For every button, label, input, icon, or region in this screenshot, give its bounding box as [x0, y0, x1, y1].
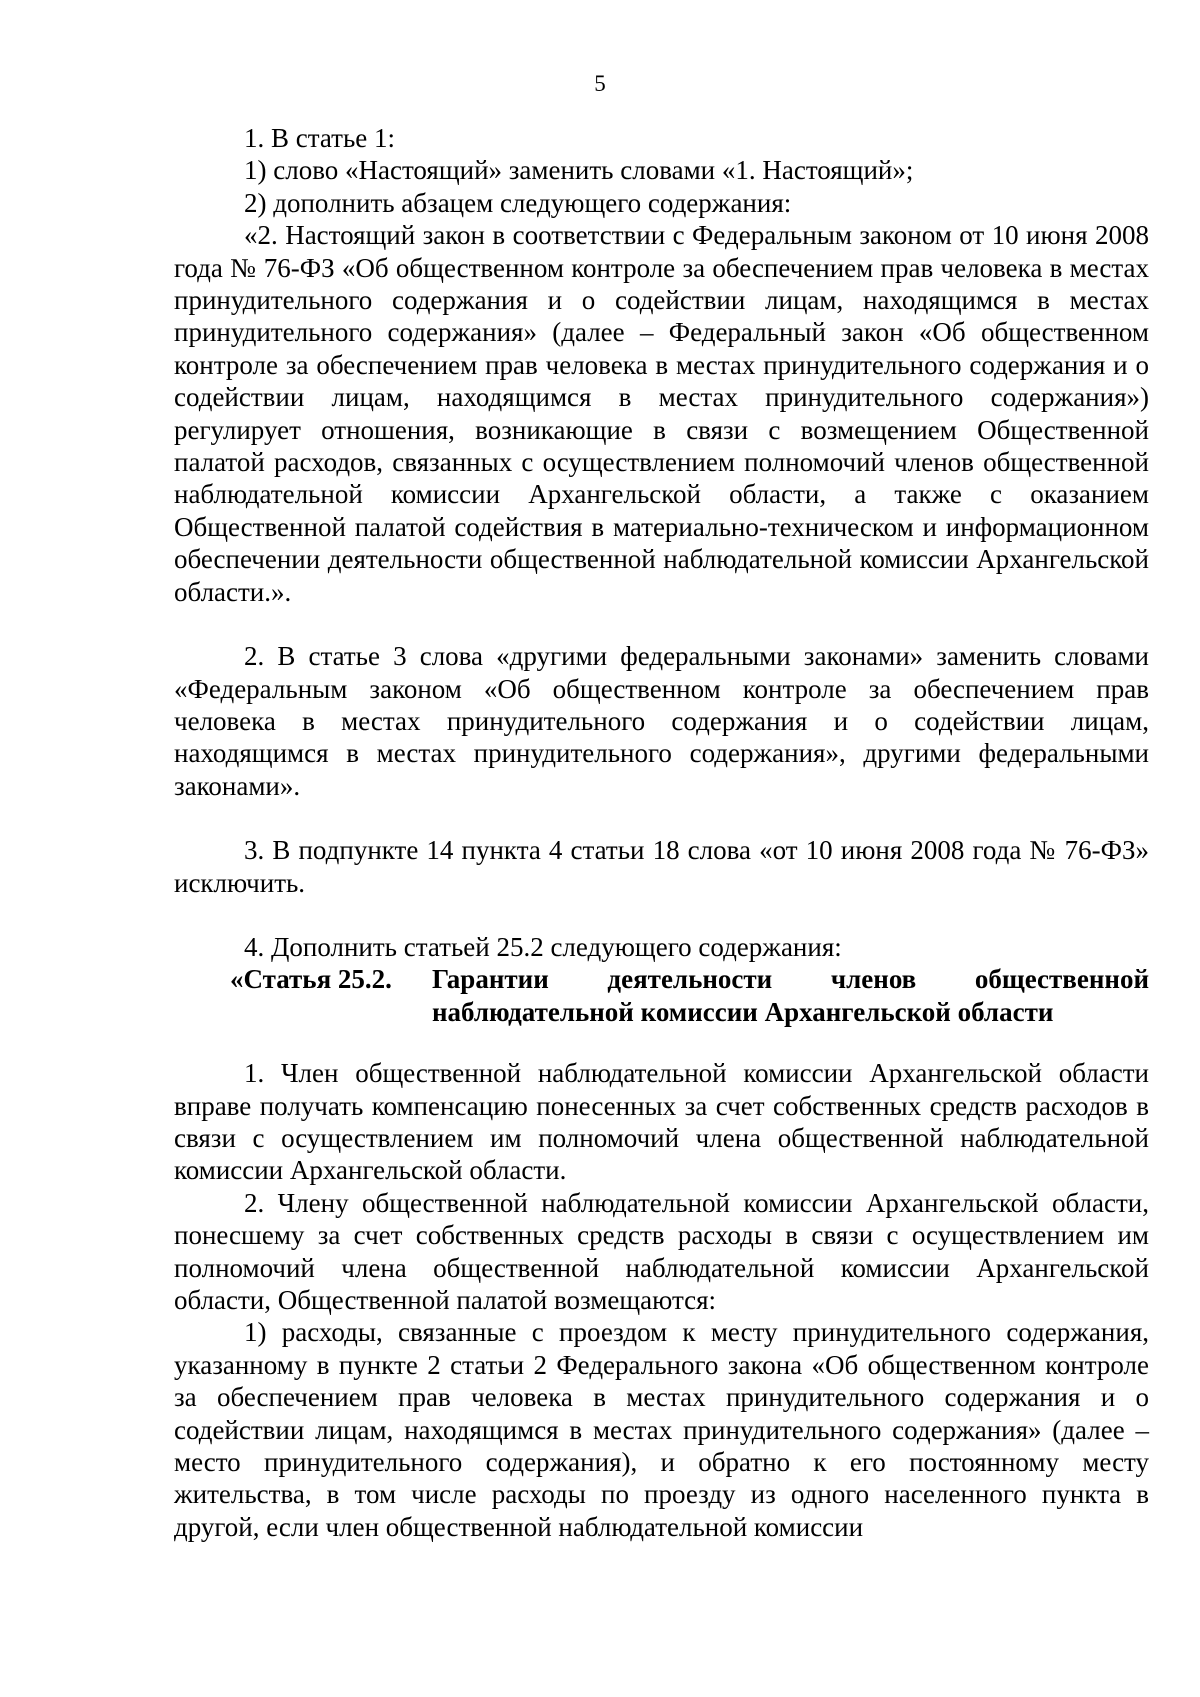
spacer [174, 1028, 1149, 1057]
paragraph-amend-article-18: 3. В подпункте 14 пункта 4 статьи 18 слова «от 10 июня 2008 года № 76-ФЗ» исключить. [174, 835, 1149, 898]
paragraph-amend-article-1: 1. В статье 1: [244, 123, 396, 153]
article-title [432, 963, 1149, 1028]
spacer [174, 802, 1149, 834]
paragraph-subitem-1: 1) слово «Настоящий» заменить словами «1. Настоящий»; [244, 155, 914, 186]
paragraph-new-text-2: «2. Настоящий закон в соответствии с Федеральным законом от 10 июня 2008 года № 76-ФЗ «Об общественном контроле за обеспечением прав человека в местах принудительного содержания и о содействии лицам, находящимся в местах принудительного содержания» (далее – Федеральный закон «Об общественном контроле за обеспечением прав человека в местах принудительного содержания и о содействии лицам, находящимся в местах принудительного содержания») регулирует отношения, возникающие в связи с возмещением Общественной палатой расходов, связанных с осуществлением полномочий членов общественной наблюдательной комиссии Архангельской области, а также с оказанием Общественной палатой содействия в материально-техническом и информационном обеспечении деятельности общественной наблюдательной комиссии Архангельской области.». [174, 220, 1149, 607]
article-title-line-2: наблюдательной комиссии Архангельской области [432, 996, 1054, 1027]
article-title-line-1: Гарантии деятельности членов общественной [432, 964, 1149, 995]
article-number: «Статья 25.2. [230, 964, 392, 995]
paragraph-amend-article-3: 2. В статье 3 слова «другими федеральными законами» заменить словами «Федеральным законом «Об общественном контроле за обеспечением прав человека в местах принудительного содержания и о содействии лицам, находящимся в местах принудительного содержания», другими федеральными законами». [174, 641, 1149, 801]
spacer [174, 608, 1149, 640]
paragraph-add-article-25-2: 4. Дополнить статьей 25.2 следующего содержания: [244, 931, 842, 962]
spacer [174, 899, 1149, 931]
paragraph-subitem-2: 2) дополнить абзацем следующего содержания: [244, 187, 792, 218]
article-heading [230, 963, 1149, 1028]
page-number: 5 [594, 71, 606, 96]
paragraph-article-subitem-1: 1) расходы, связанные с проездом к месту принудительного содержания, указанному в пункте 2 статьи 2 Федерального закона «Об общественном контроле за обеспечением прав человека в местах принудительного содержания и о содействии лицам, находящимся в местах принудительного содержания» (далее – место принудительного содержания), и обратно к его постоянному месту жительства, в том числе расходы по проезду из одного населенного пункта в другой, если член общественной наблюдательной комиссии [174, 1317, 1149, 1542]
paragraph-article-item-2: 2. Члену общественной наблюдательной комиссии Архангельской области, понесшему за счет собственных средств расходы в связи с осуществлением им полномочий члена общественной наблюдательной комиссии Архангельской области, Общественной палатой возмещаются: [174, 1187, 1149, 1315]
paragraph-article-item-1: 1. Член общественной наблюдательной комиссии Архангельской области вправе получать компенсацию понесенных за счет собственных средств расходов в связи с осуществлением им полномочий члена общественной наблюдательной комиссии Архангельской области. [174, 1058, 1149, 1186]
document-body [174, 122, 1149, 1543]
